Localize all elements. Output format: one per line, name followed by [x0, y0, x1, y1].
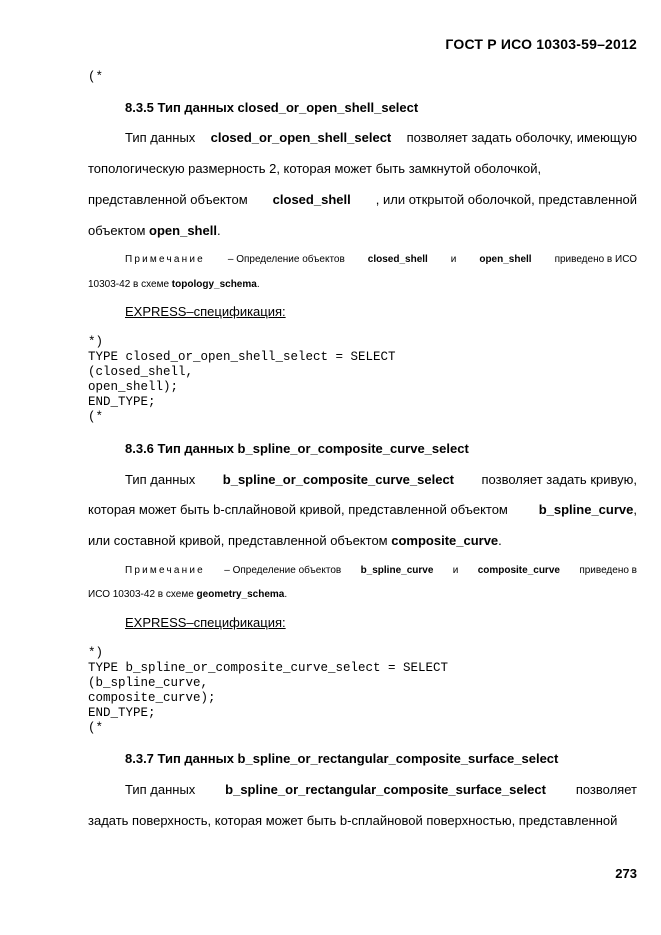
paragraph-line	[88, 502, 637, 517]
paragraph-line	[88, 223, 221, 238]
note-line	[88, 279, 260, 290]
entity-name: composite_curve	[477, 565, 560, 576]
entity-name: b_spline_curve	[538, 502, 634, 517]
schema-name: topology_schema	[171, 279, 257, 290]
section-heading-8-3-7: 8.3.7 Тип данных b_spline_or_rectangular_composite_surface_select	[125, 751, 559, 766]
text-span: и	[452, 565, 459, 576]
text-span: и	[450, 254, 457, 265]
page-number: 273	[615, 866, 637, 881]
entity-name: composite_curve	[391, 533, 499, 548]
code-comment-open: (*	[88, 70, 104, 84]
paragraph-line: топологическую размерность 2, которая может быть замкнутой оболочкой,	[88, 161, 542, 176]
text-span: представленной объектом	[88, 192, 248, 207]
express-code-block: *) TYPE closed_or_open_shell_select = SELECT (closed_shell, open_shell); END_TYPE; (*	[88, 335, 396, 424]
note-label: Примечание	[125, 254, 205, 265]
text-span	[539, 502, 637, 517]
paragraph-line	[88, 192, 637, 207]
entity-name: closed_shell	[367, 254, 428, 265]
text-span: или составной кривой, представленной объектом	[88, 533, 392, 548]
text-span: Тип данных	[125, 130, 196, 145]
note-line	[125, 565, 637, 576]
text-span: , или открытой оболочкой, представленной	[375, 192, 637, 207]
note-line	[125, 254, 637, 265]
text-span: Тип данных	[125, 472, 196, 487]
text-span: – Определение объектов	[227, 254, 345, 265]
text-span: 10303-42 в схеме	[88, 279, 172, 290]
entity-name: b_spline_or_composite_curve_select	[222, 472, 455, 487]
paragraph-line	[125, 472, 637, 487]
text-span: приведено в ИСО	[554, 254, 637, 265]
text-span: ИСО 10303-42 в схеме	[88, 589, 197, 600]
note-line	[88, 589, 287, 600]
entity-name: open_shell	[149, 223, 217, 238]
express-spec-label: EXPRESS–спецификация:	[125, 615, 286, 630]
text-span: – Определение объектов	[224, 565, 342, 576]
entity-name: closed_or_open_shell_select	[210, 130, 392, 145]
section-heading-8-3-6: 8.3.6 Тип данных b_spline_or_composite_curve_select	[125, 441, 469, 456]
text-span: объектом	[88, 223, 150, 238]
paragraph-line	[88, 533, 502, 548]
entity-name: b_spline_or_rectangular_composite_surface_select	[225, 782, 546, 797]
text-span: Тип данных	[125, 782, 196, 797]
text-span: .	[256, 279, 260, 290]
paragraph-line	[125, 782, 637, 797]
section-heading-8-3-5: 8.3.5 Тип данных closed_or_open_shell_select	[125, 100, 419, 115]
text-span: ,	[633, 502, 637, 517]
express-spec-label: EXPRESS–спецификация:	[125, 304, 286, 319]
text-span: .	[284, 589, 288, 600]
text-span: которая может быть b-сплайновой кривой, представленной объектом	[88, 502, 508, 517]
text-span: позволяет	[575, 782, 637, 797]
text-span: позволяет задать оболочку, имеющую	[406, 130, 637, 145]
entity-name: closed_shell	[272, 192, 351, 207]
paragraph-line	[125, 130, 637, 145]
entity-name: open_shell	[479, 254, 532, 265]
text-span: .	[216, 223, 221, 238]
text-span: приведено в	[579, 565, 637, 576]
text-span: .	[498, 533, 502, 548]
note-label: Примечание	[125, 565, 205, 576]
text-span: позволяет задать кривую,	[481, 472, 637, 487]
entity-name: b_spline_curve	[360, 565, 434, 576]
paragraph-line: задать поверхность, которая может быть b-сплайновой поверхностью, представленной	[88, 813, 618, 828]
schema-name: geometry_schema	[196, 589, 285, 600]
express-code-block: *) TYPE b_spline_or_composite_curve_select = SELECT (b_spline_curve, composite_curve); END_TYPE; (*	[88, 646, 449, 735]
document-header: ГОСТ Р ИСО 10303-59–2012	[445, 36, 637, 52]
